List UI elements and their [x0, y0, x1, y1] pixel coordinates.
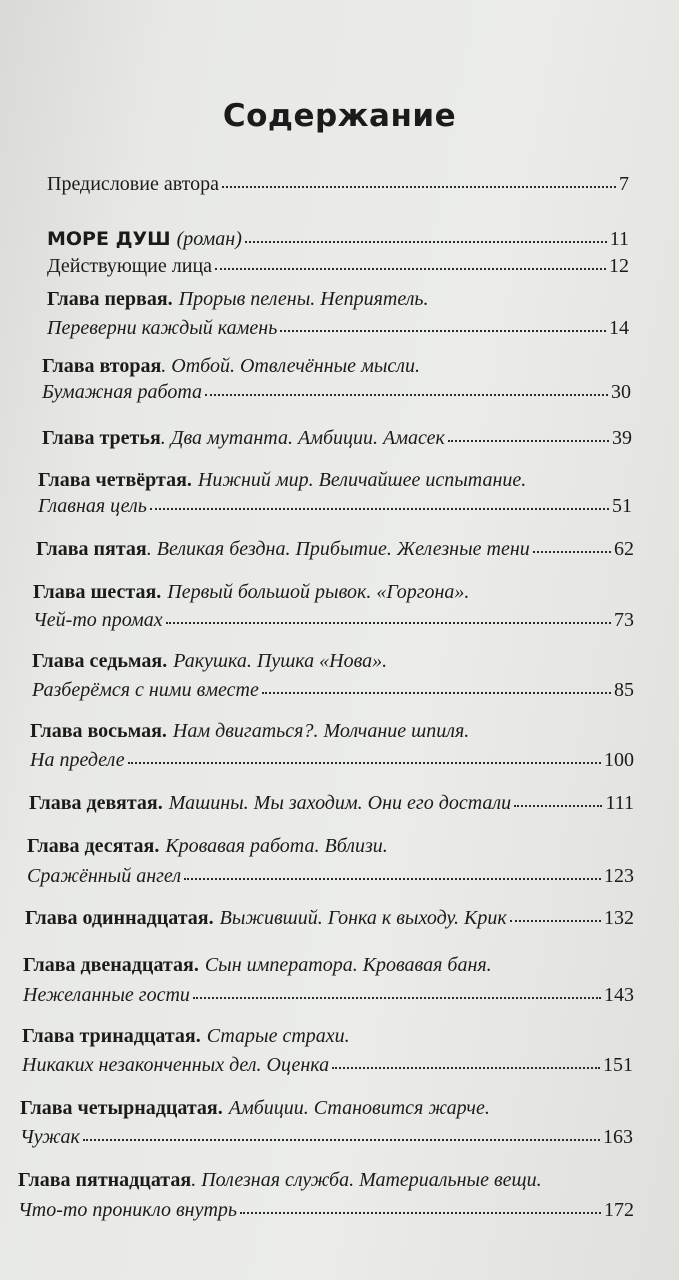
chapter-subtitles-cont: Нежеланные гости	[23, 984, 190, 1006]
page-number: 132	[604, 907, 634, 929]
chapter-heading-line	[36, 535, 634, 563]
leader-dots	[193, 997, 601, 999]
chapter-heading-line	[47, 285, 629, 313]
chapter-heading-line	[27, 832, 634, 860]
chapter-subtitles-cont: Главная цель	[38, 495, 147, 517]
page-number: 143	[604, 984, 634, 1006]
leader-dots	[262, 692, 611, 694]
leader-dots	[510, 920, 601, 922]
chapter-continuation-line	[47, 314, 629, 342]
chapter-heading-line	[18, 1166, 634, 1194]
leader-dots	[240, 1212, 601, 1214]
chapter-heading-line	[29, 789, 634, 817]
page-number: 14	[609, 317, 629, 339]
chapter-head: Глава двенадцатая.	[23, 954, 199, 976]
chapter-head: Глава тринадцатая.	[22, 1025, 201, 1047]
chapter-subtitles: . Великая бездна. Прибытие. Железные тени	[146, 538, 530, 560]
chapter-head: Глава одиннадцатая.	[25, 907, 214, 929]
chapter-heading-line	[20, 1094, 633, 1122]
page-number: 39	[612, 427, 632, 449]
chapter-head: Глава вторая	[42, 355, 162, 377]
chapter-subtitles: Амбиции. Становится жарче.	[228, 1097, 490, 1119]
page-number: 151	[603, 1054, 633, 1076]
chapter-subtitles-cont: Чужак	[20, 1126, 80, 1148]
leader-dots	[184, 878, 601, 880]
chapter-head: Глава шестая.	[33, 581, 162, 603]
chapter-continuation-line	[38, 492, 632, 520]
chapter-subtitles: Сын императора. Кровавая баня.	[204, 954, 492, 976]
chapter-continuation-line	[20, 1123, 633, 1151]
leader-dots	[150, 508, 609, 510]
chapter-heading-line	[22, 1022, 633, 1050]
leader-dots	[332, 1067, 600, 1069]
page-number: 111	[605, 792, 634, 814]
chapter-subtitles-cont: Чей-то промах	[33, 609, 163, 631]
chapter-head: Глава десятая.	[27, 835, 160, 857]
chapter-subtitles-cont: Переверни каждый камень	[47, 317, 278, 339]
leader-dots	[205, 394, 608, 396]
chapter-head: Глава восьмая.	[30, 720, 167, 742]
chapter-head: Глава третья	[42, 427, 161, 449]
leader-dots	[514, 805, 602, 807]
chapter-continuation-line	[42, 378, 631, 406]
chapter-continuation-line	[32, 676, 634, 704]
chapter-continuation-line	[27, 862, 634, 890]
chapter-subtitles: Машины. Мы заходим. Они его достали	[168, 792, 512, 814]
chapter-heading-line	[33, 578, 634, 606]
page-number: 163	[603, 1126, 633, 1148]
chapter-subtitles: Нижний мир. Величайшее испытание.	[197, 469, 527, 491]
page-number: 11	[609, 228, 629, 250]
chapter-subtitles-cont: Бумажная работа	[42, 381, 202, 403]
chapter-head: Глава четырнадцатая.	[20, 1097, 223, 1119]
page-number: 172	[604, 1199, 634, 1221]
chapter-head: Глава девятая.	[29, 792, 163, 814]
chapter-heading-line	[38, 466, 632, 494]
chapter-continuation-line	[23, 981, 634, 1009]
chapter-heading-line	[30, 717, 634, 745]
page-title: Содержание	[222, 98, 457, 134]
chapter-subtitles: . Полезная служба. Материальные вещи.	[191, 1169, 542, 1191]
leader-dots	[245, 241, 607, 243]
novel-title: МОРЕ ДУШ	[47, 228, 171, 250]
chapter-heading-line	[23, 951, 634, 979]
chapter-subtitles-cont: Никаких незаконченных дел. Оценка	[22, 1054, 330, 1076]
chapter-subtitles-cont: Что-то проникло внутрь	[18, 1199, 237, 1221]
chapter-subtitles: Выживший. Гонка к выходу. Крик	[219, 907, 507, 929]
leader-dots	[128, 762, 601, 764]
leader-dots	[83, 1139, 600, 1141]
chapter-subtitles: . Два мутанта. Амбиции. Амасек	[160, 427, 445, 449]
page-number: 100	[604, 749, 634, 771]
page-number: 51	[612, 495, 632, 517]
leader-dots	[448, 440, 609, 442]
page-number: 123	[604, 865, 634, 887]
chapter-subtitles: Старые страхи.	[206, 1025, 350, 1047]
toc-entry-preface	[47, 170, 629, 198]
chapter-head: Глава пятая	[36, 538, 147, 560]
chapter-heading-line	[42, 352, 631, 380]
leader-dots	[533, 551, 611, 553]
chapter-heading-line	[25, 904, 634, 932]
page-number: 12	[609, 255, 629, 277]
chapter-subtitles: Прорыв пелены. Неприятель.	[178, 288, 429, 310]
leader-dots	[280, 330, 606, 332]
chapter-subtitles: Кровавая работа. Вблизи.	[165, 835, 388, 857]
chapter-head: Глава седьмая.	[32, 650, 168, 672]
chapter-subtitles-cont: На пределе	[30, 749, 125, 771]
leader-dots	[222, 186, 616, 188]
chapter-continuation-line	[33, 606, 634, 634]
chapter-subtitles: Нам двигаться?. Молчание шпиля.	[172, 720, 470, 742]
chapter-continuation-line	[22, 1051, 633, 1079]
page-number: 73	[614, 609, 634, 631]
toc-entry-characters	[47, 252, 629, 280]
page-number: 85	[614, 679, 634, 701]
page-number: 30	[611, 381, 631, 403]
chapter-continuation-line	[30, 746, 634, 774]
chapter-heading-line	[42, 424, 632, 452]
chapter-head: Глава первая.	[47, 288, 173, 310]
toc-entry-novel	[47, 225, 629, 253]
chapter-heading-line	[32, 647, 634, 675]
chapter-subtitles-cont: Разберёмся с ними вместе	[32, 679, 259, 701]
chapter-subtitles: Первый большой рывок. «Горгона».	[167, 581, 470, 603]
entry-label: Предисловие автора	[47, 173, 219, 195]
chapter-head: Глава пятнадцатая	[18, 1169, 192, 1191]
chapter-head: Глава четвёртая.	[38, 469, 192, 491]
chapter-subtitles: . Отбой. Отвлечённые мысли.	[161, 355, 420, 377]
chapter-subtitles: Ракушка. Пушка «Нова».	[173, 650, 388, 672]
chapter-continuation-line	[18, 1196, 634, 1224]
leader-dots	[166, 622, 611, 624]
novel-subtitle: (роман)	[176, 228, 242, 250]
page-number: 62	[614, 538, 634, 560]
leader-dots	[215, 268, 606, 270]
page-number: 7	[619, 173, 629, 195]
chapter-subtitles-cont: Сражённый ангел	[27, 865, 182, 887]
entry-label: Действующие лица	[47, 255, 213, 277]
